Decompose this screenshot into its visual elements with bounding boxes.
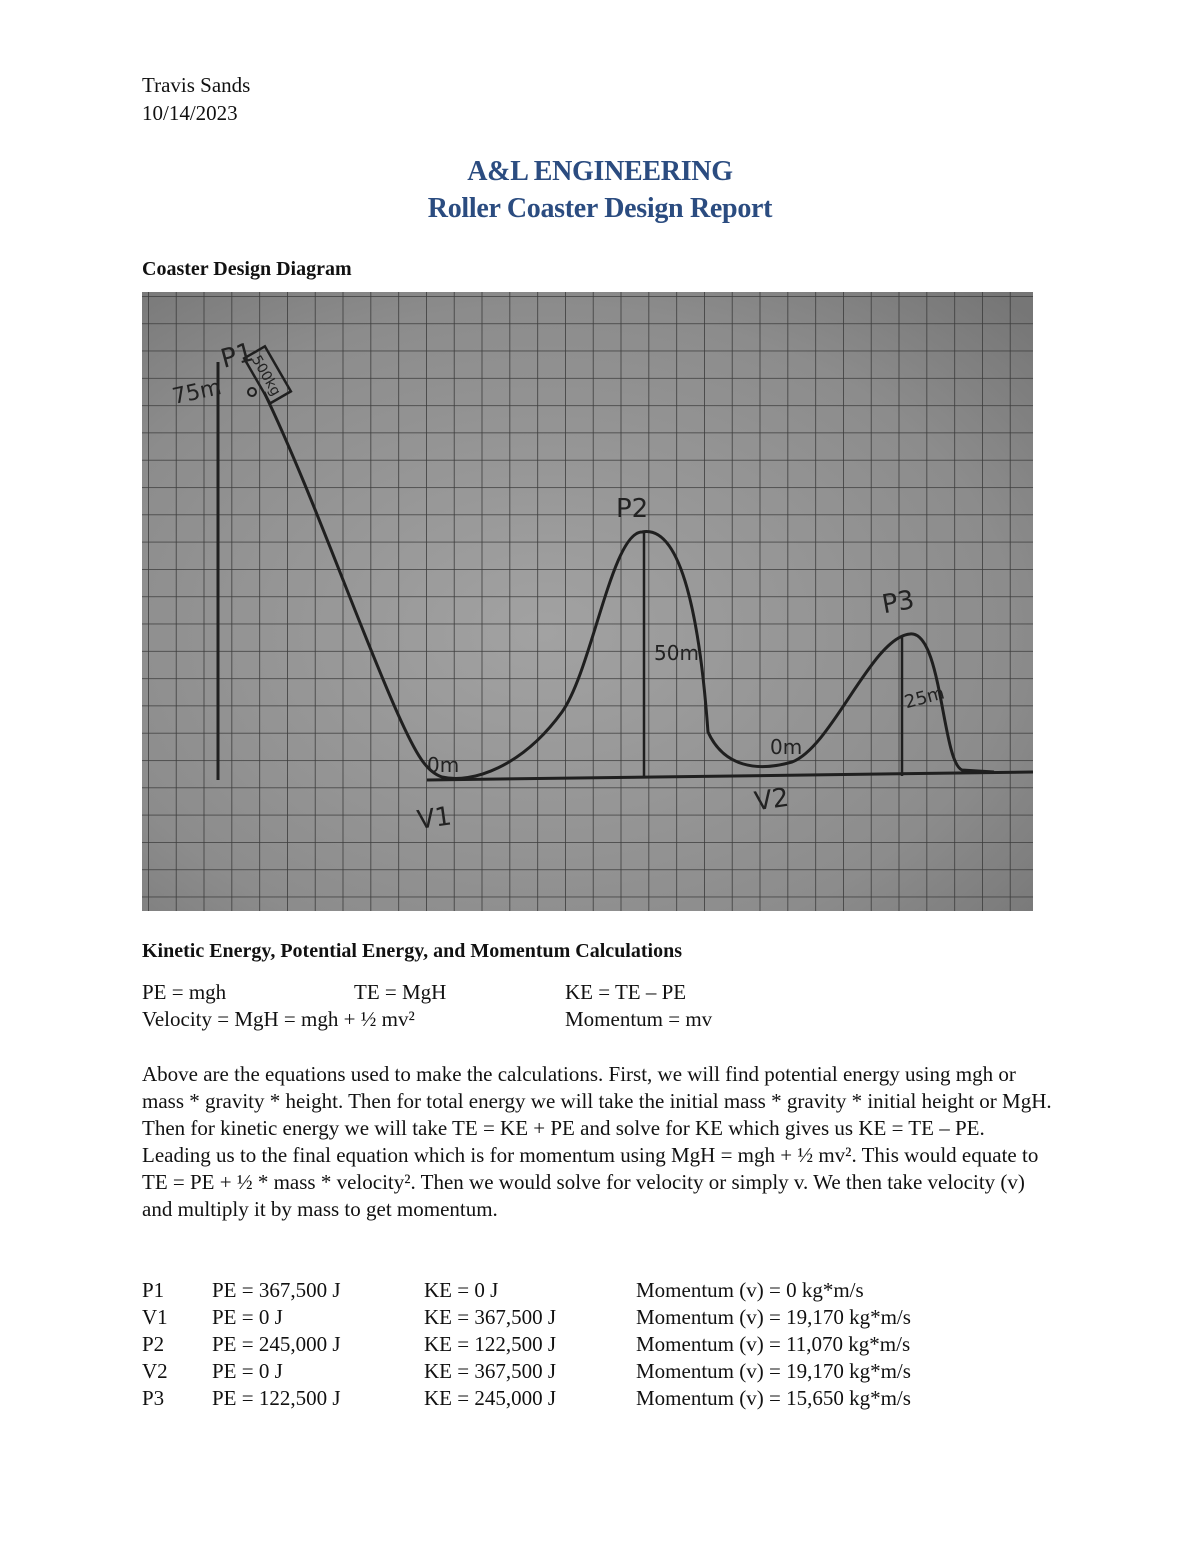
row-point: P2 [142, 1332, 165, 1356]
v1-height-label: 0m [427, 753, 460, 777]
p2-label: P2 [616, 494, 649, 524]
row-pe: PE = 0 J [212, 1305, 283, 1329]
p1-height-label: 75m [170, 375, 224, 410]
row-pe: PE = 0 J [212, 1359, 283, 1383]
p1-label: P1 [217, 337, 257, 375]
row-momentum: Momentum (v) = 15,650 kg*m/s [636, 1386, 911, 1410]
row-pe: PE = 367,500 J [212, 1278, 341, 1302]
v2-height-label: 0m [770, 735, 803, 759]
table-row [142, 1305, 1042, 1332]
row-ke: KE = 122,500 J [424, 1332, 557, 1356]
company-title: A&L ENGINEERING [467, 156, 733, 187]
row-ke: KE = 367,500 J [424, 1359, 557, 1383]
table-row [142, 1359, 1042, 1386]
row-point: P3 [142, 1386, 165, 1410]
row-point: P1 [142, 1278, 165, 1302]
pe-equation: PE = mgh [142, 980, 227, 1004]
row-pe: PE = 245,000 J [212, 1332, 341, 1356]
report-date: 10/14/2023 [142, 101, 238, 125]
row-ke: KE = 245,000 J [424, 1386, 557, 1410]
row-point: V2 [142, 1359, 168, 1383]
ke-equation: KE = TE – PE [565, 980, 687, 1004]
p3-height-label: 25m [902, 682, 947, 714]
momentum-equation: Momentum = mv [565, 1007, 713, 1031]
row-ke: KE = 0 J [424, 1278, 499, 1302]
row-ke: KE = 367,500 J [424, 1305, 557, 1329]
row-momentum: Momentum (v) = 19,170 kg*m/s [636, 1359, 911, 1383]
row-point: V1 [142, 1305, 168, 1329]
table-row [142, 1386, 1042, 1413]
coaster-design-diagram [142, 292, 1033, 911]
v1-label: V1 [415, 801, 454, 836]
table-row [142, 1332, 1042, 1359]
p2-height-label: 50m [654, 641, 699, 665]
te-equation: TE = MgH [354, 980, 447, 1004]
row-momentum: Momentum (v) = 11,070 kg*m/s [636, 1332, 911, 1356]
table-row [142, 1278, 1042, 1305]
report-title: Roller Coaster Design Report [427, 193, 773, 224]
row-momentum: Momentum (v) = 19,170 kg*m/s [636, 1305, 911, 1329]
diagram-heading: Coaster Design Diagram [142, 258, 352, 280]
calculations-heading: Kinetic Energy, Potential Energy, and Momentum Calculations [142, 940, 682, 962]
explanation-paragraph: Above are the equations used to make the calculations. First, we will find potential energy using mgh or mass * gravity * height. Then for total energy we will take the initial mass * gravity * initial height or MgH. Then for kinetic energy we will take TE = KE + PE and solve for KE which gives us KE = TE – PE. Leading us to the final equation which is for momentum using MgH = mgh + ½ mv². This would equate to TE = PE + ½ * mass * velocity². Then we would solve for velocity or simply v. We then take velocity (v) and multiply it by mass to get momentum. [142, 1062, 1052, 1221]
v2-label: V2 [752, 782, 791, 818]
row-pe: PE = 122,500 J [212, 1386, 341, 1410]
author-name: Travis Sands [142, 73, 251, 97]
row-momentum: Momentum (v) = 0 kg*m/s [636, 1278, 864, 1302]
p1-mass-label: 500kg [247, 352, 284, 399]
velocity-equation: Velocity = MgH = mgh + ½ mv² [142, 1007, 415, 1031]
p3-label: P3 [879, 585, 917, 621]
